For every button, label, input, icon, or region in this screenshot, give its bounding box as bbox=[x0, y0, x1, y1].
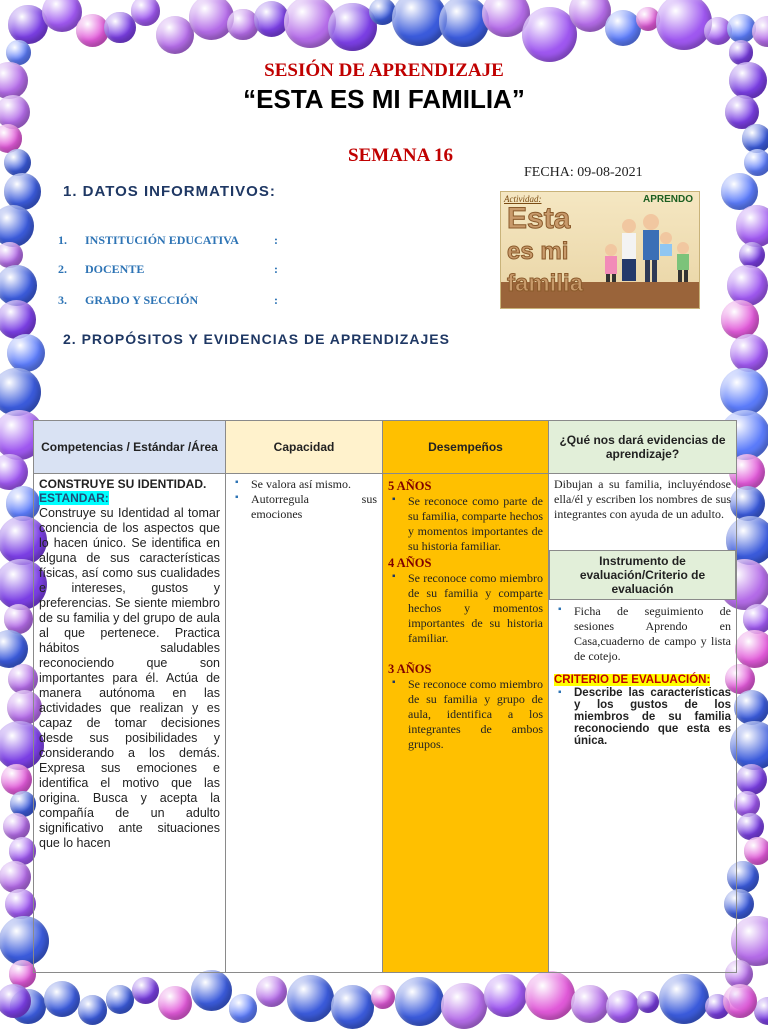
header-competencies: Competencias / Estándar /Área bbox=[34, 421, 226, 474]
info-item-number: 1. bbox=[58, 233, 82, 248]
criterion-item: ▪ Describe las características y los gustos de los miembros de su familia reconociendo que esta es única. bbox=[554, 687, 731, 747]
evidence-cell bbox=[549, 474, 737, 973]
info-item-label: GRADO Y SECCIÓN bbox=[85, 293, 198, 308]
competency-cell bbox=[34, 474, 226, 973]
info-item-number: 2. bbox=[58, 262, 82, 277]
table-row bbox=[34, 474, 737, 973]
session-title: “ESTA ES MI FAMILIA” bbox=[0, 84, 768, 115]
info-colon: : bbox=[274, 233, 278, 248]
age-label-3: 3 AÑOS bbox=[388, 662, 543, 677]
header-capacity: Capacidad bbox=[226, 421, 383, 474]
competency-title: CONSTRUYE SU IDENTIDAD. bbox=[39, 477, 220, 491]
capacity-item: ▪ Se valora así mismo. bbox=[231, 477, 377, 492]
performances-cell bbox=[383, 474, 549, 973]
header-evidence: ¿Qué nos dará evidencias de aprendizaje? bbox=[549, 421, 737, 474]
instrument-title: Instrumento de evaluación/Criterio de evaluación bbox=[549, 550, 736, 600]
illustration-caption: Actividad: bbox=[504, 194, 542, 204]
info-item-grade bbox=[58, 293, 198, 308]
date-label: FECHA: 09-08-2021 bbox=[524, 165, 643, 181]
section-2-title: 2. PROPÓSITOS Y EVIDENCIAS DE APRENDIZAJES bbox=[63, 331, 450, 347]
performance-item: ▪ Se reconoce como parte de su familia, comparte hechos y momentos importantes de su historia familiar. bbox=[388, 494, 543, 554]
instrument-item: ▪ Ficha de seguimiento de sesiones Aprendo en Casa,cuaderno de campo y lista de cotejo. bbox=[554, 604, 731, 664]
info-item-number: 3. bbox=[58, 293, 82, 308]
info-colon: : bbox=[274, 293, 278, 308]
week-label: SEMANA 16 bbox=[348, 145, 453, 167]
illustration-word-1: Esta bbox=[507, 204, 570, 234]
age-label-4: 4 AÑOS bbox=[388, 556, 543, 571]
aprendo-logo: APRENDO bbox=[643, 194, 693, 205]
criterion-title: CRITERIO DE EVALUACIÓN: bbox=[554, 674, 710, 686]
capacity-cell bbox=[226, 474, 383, 973]
evidence-text: Dibujan a su familia, incluyéndose ella/él y escriben los nombres de sus integrantes con ayuda de un adulto. bbox=[554, 477, 731, 522]
info-item-label: INSTITUCIÓN EDUCATIVA bbox=[85, 233, 239, 248]
age-label-5: 5 AÑOS bbox=[388, 479, 543, 494]
illustration-word-2: es mi bbox=[507, 240, 568, 264]
capacity-item: ▪ Autorregula sus emociones bbox=[231, 492, 377, 522]
section-1-title: 1. DATOS INFORMATIVOS: bbox=[63, 183, 276, 200]
info-item-institution bbox=[58, 233, 239, 248]
header-performances: Desempeños bbox=[383, 421, 549, 474]
session-heading: SESIÓN DE APRENDIZAJE bbox=[0, 60, 768, 82]
info-colon: : bbox=[274, 262, 278, 277]
illustration-word-3: familia bbox=[507, 272, 583, 296]
performance-item: ▪ Se reconoce como miembro de su familia y comparte hechos y momentos importantes de su historia familiar. bbox=[388, 571, 543, 646]
family-illustration bbox=[500, 191, 700, 309]
standard-text: Construye su Identidad al tomar conciencia de los aspectos que lo hacen único. Se identifica en alguna de sus características físicas, así como sus cualidades e intereses, gustos y preferencias. Se siente miembro de su familia y del grupo de aula al que pertenece. Practica hábitos saludables reconociendo que son importantes para él. Actúa de manera autónoma en las actividades que realizan y es capaz de tomar decisiones desde sus posibilidades y considerando a los demás. Expresa sus emociones e identifica el motivo que las origina. Busca y acepta la compañía de un adulto significativo ante situaciones que lo hacen bbox=[39, 506, 220, 851]
info-item-label: DOCENTE bbox=[85, 262, 144, 277]
table-header-row bbox=[34, 421, 737, 474]
info-item-teacher bbox=[58, 262, 144, 277]
standard-label: ESTANDAR: bbox=[39, 491, 109, 505]
performance-item: ▪ Se reconoce como miembro de su familia y grupo de aula, identifica a los integrantes de ambos grupos. bbox=[388, 677, 543, 752]
learning-purposes-table bbox=[33, 420, 737, 973]
